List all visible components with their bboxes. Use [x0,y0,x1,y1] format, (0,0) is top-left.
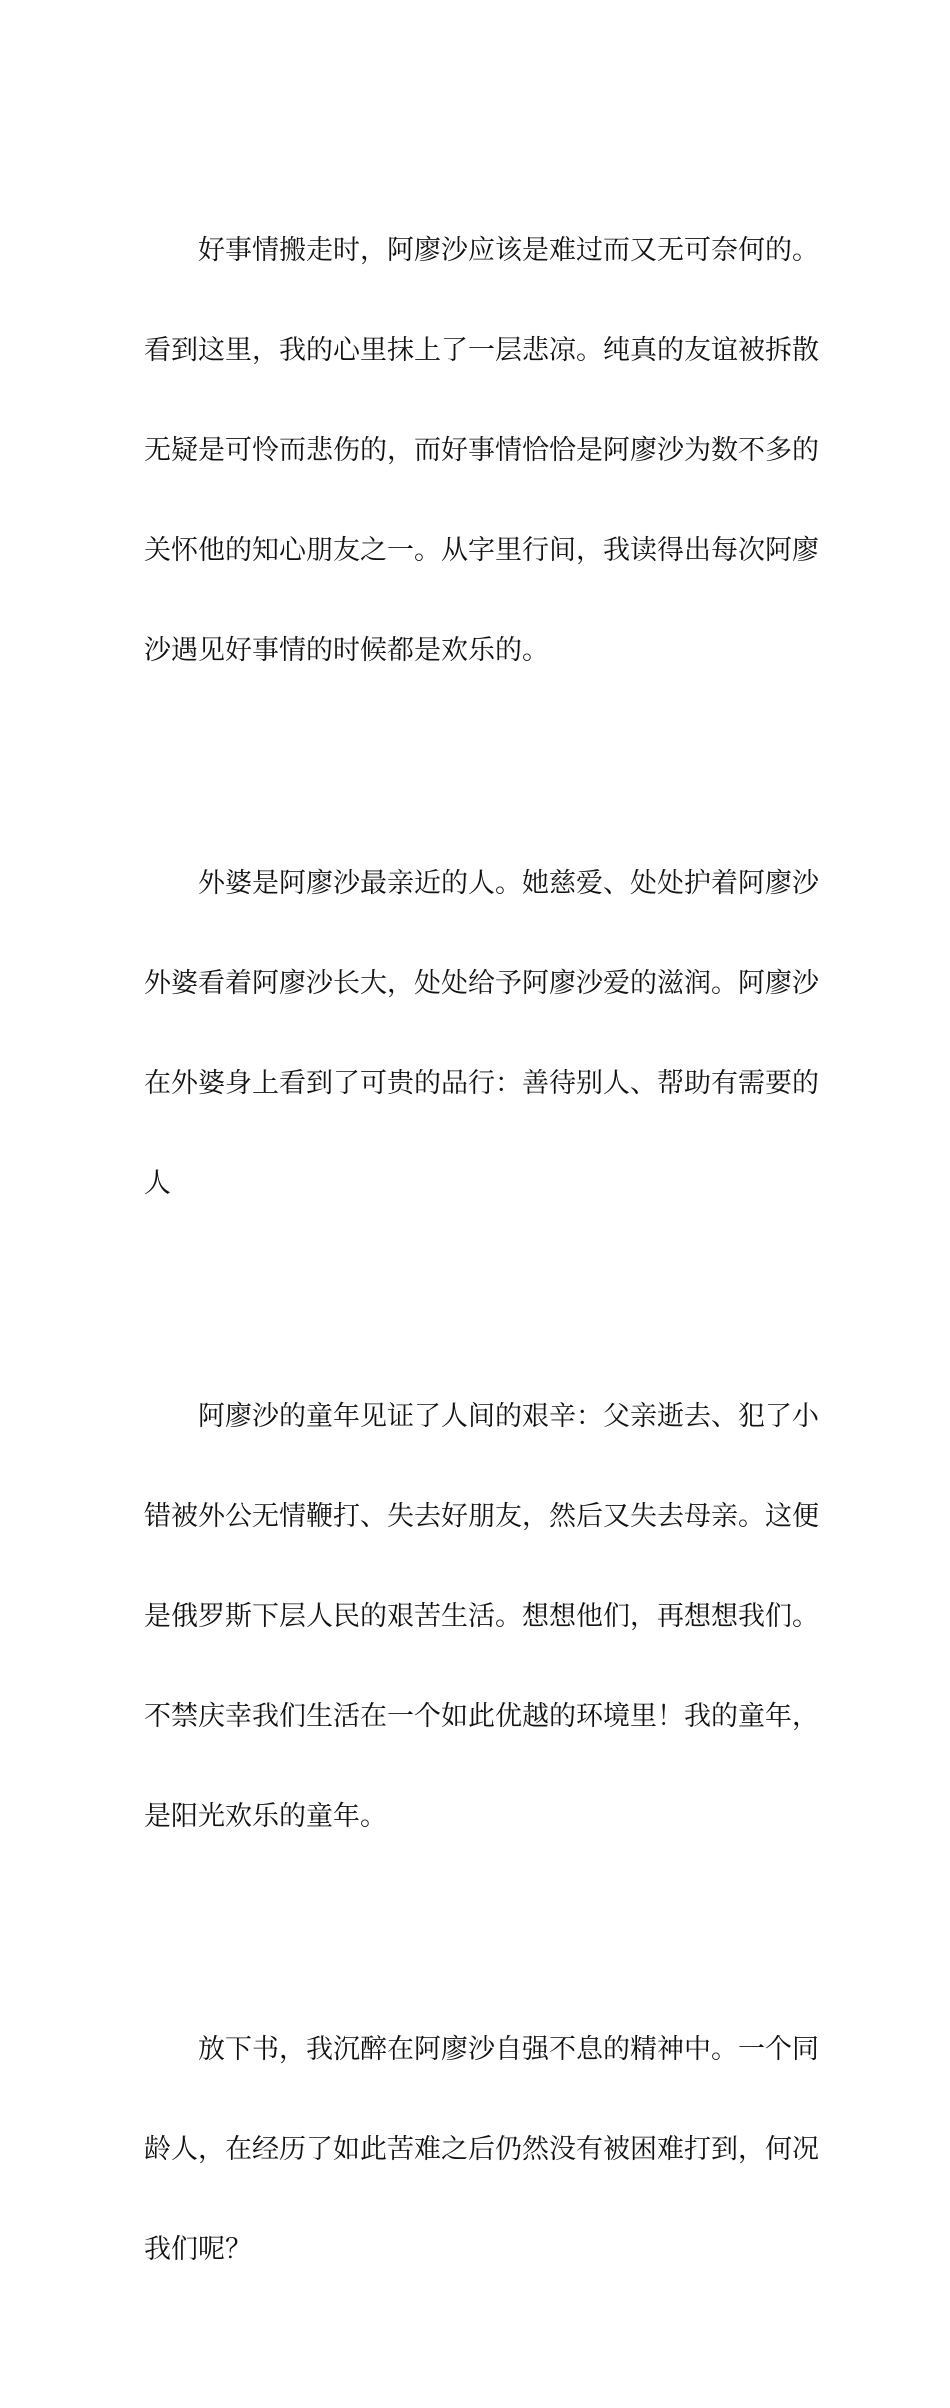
text-line: 外婆看着阿廖沙长大，处处给予阿廖沙爱的滋润。阿廖沙 [144,968,819,999]
text-line: 是阳光欢乐的童年。 [144,1801,387,1832]
text-line: 错被外公无情鞭打、失去好朋友，然后又失去母亲。这便 [144,1501,819,1532]
text-line: 阿廖沙的童年见证了人间的艰辛：父亲逝去、犯了小 [198,1401,819,1432]
text-line: 人 [144,1168,171,1199]
paragraph-2 [144,809,819,1259]
text-line: 龄人，在经历了如此苦难之后仍然没有被困难打到，何况 [144,2134,819,2165]
text-line: 沙遇见好事情的时候都是欢乐的。 [144,635,549,666]
text-line: 外婆是阿廖沙最亲近的人。她慈爱、处处护着阿廖沙 [198,868,819,899]
document-page [144,176,819,2408]
text-line: 不禁庆幸我们生活在一个如此优越的环境里！我的童年， [144,1701,819,1732]
text-line: 放下书，我沉醉在阿廖沙自强不息的精神中。一个同 [198,2034,819,2065]
text-line: 无疑是可怜而悲伤的，而好事情恰恰是阿廖沙为数不多的 [144,435,819,466]
paragraph-1 [144,176,819,726]
text-line: 在外婆身上看到了可贵的品行：善待别人、帮助有需要的 [144,1068,819,1099]
paragraph-4 [144,1975,819,2325]
text-line: 关怀他的知心朋友之一。从字里行间，我读得出每次阿廖 [144,535,819,566]
text-line: 看到这里，我的心里抹上了一层悲凉。纯真的友谊被拆散 [144,335,819,366]
paragraph-3 [144,1342,819,1892]
text-line: 好事情搬走时，阿廖沙应该是难过而又无可奈何的。 [198,235,819,266]
text-line: 是俄罗斯下层人民的艰苦生活。想想他们，再想想我们。 [144,1601,819,1632]
text-line: 我们呢？ [144,2234,252,2265]
